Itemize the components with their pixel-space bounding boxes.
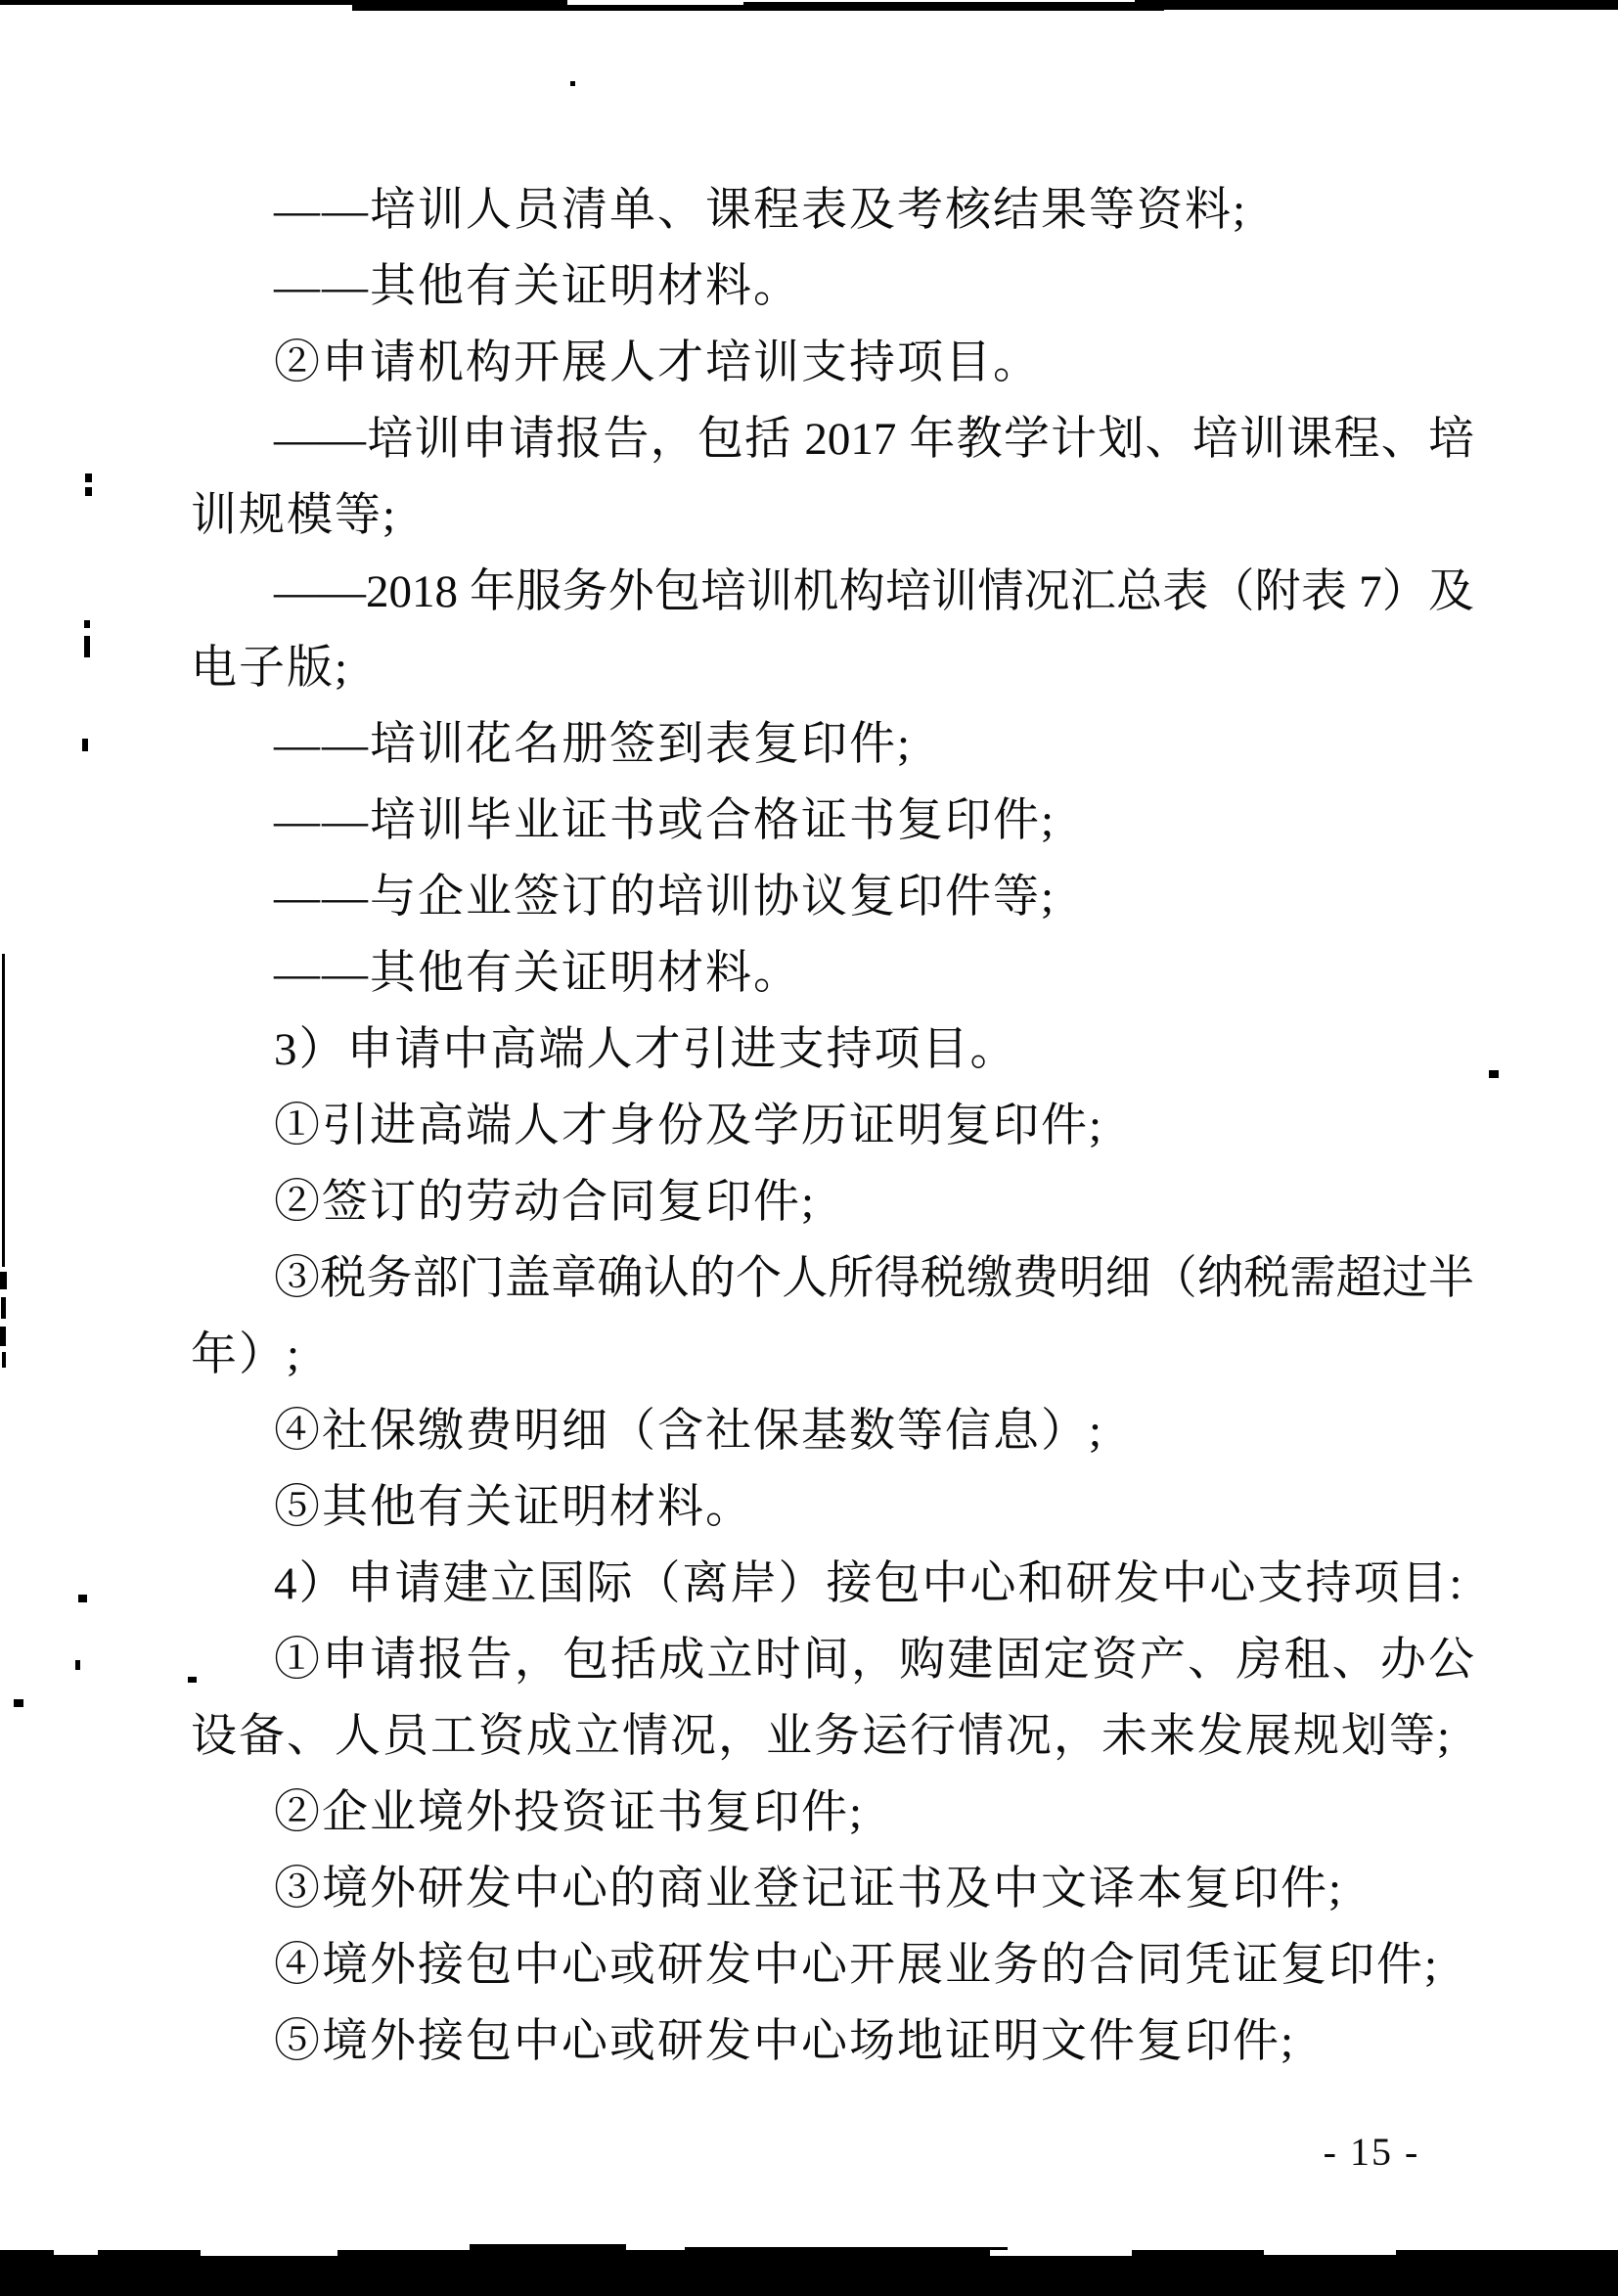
scan-artifact-segment: [352, 5, 773, 11]
text-line: ②签订的劳动合同复印件;: [274, 1177, 817, 1228]
ink-speck: [14, 1699, 23, 1707]
scan-artifact-segment: [0, 1327, 6, 1346]
scan-artifact-segment: [743, 2, 1164, 11]
scan-artifact-segment: [2, 954, 5, 1267]
text-line: ④境外接包中心或研发中心开展业务的合同凭证复印件;: [274, 1940, 1440, 1991]
ink-speck: [85, 487, 92, 496]
text-line: 3）申请中高端人才引进支持项目。: [274, 1024, 1018, 1075]
ink-speck: [84, 620, 90, 628]
text-line: ——2018 年服务外包培训机构培训情况汇总表（附表 7）及: [274, 566, 1474, 617]
scan-artifact-segment: [685, 2247, 1008, 2252]
text-line: ④社保缴费明细（含社保基数等信息）;: [274, 1406, 1104, 1457]
text-line: ①引进高端人才身份及学历证明复印件;: [274, 1101, 1104, 1151]
page-number: - 15 -: [1323, 2130, 1420, 2174]
scan-artifact-notch: [201, 2250, 337, 2256]
text-line: 年）;: [191, 1329, 302, 1380]
scan-artifact-segment: [1, 1297, 6, 1319]
ink-speck: [1489, 1070, 1499, 1078]
scan-artifact-notch: [1264, 2250, 1396, 2255]
ink-speck: [85, 473, 92, 482]
text-line: ——其他有关证明材料。: [274, 948, 801, 999]
text-line: ③税务部门盖章确认的个人所得税缴费明细（纳税需超过半: [274, 1253, 1474, 1304]
text-line: 训规模等;: [191, 490, 398, 541]
scan-artifact-segment: [2, 1352, 6, 1368]
text-line: 设备、人员工资成立情况，业务运行情况，未来发展规划等;: [191, 1711, 1453, 1762]
text-line: ——培训人员清单、课程表及考核结果等资料;: [274, 185, 1248, 236]
scan-artifact-segment: [0, 2250, 1618, 2296]
scan-artifact-segment: [0, 1272, 7, 1289]
ink-speck: [75, 1660, 80, 1670]
ink-speck: [82, 739, 88, 751]
text-line: 4）申请建立国际（离岸）接包中心和研发中心支持项目:: [274, 1558, 1464, 1609]
text-line: ②申请机构开展人才培训支持项目。: [274, 338, 1041, 388]
ink-speck: [84, 636, 90, 657]
ink-speck: [78, 1595, 87, 1602]
scan-artifact-segment: [1135, 0, 1618, 10]
scan-artifact-segment: [470, 2244, 626, 2251]
text-line: ⑤境外接包中心或研发中心场地证明文件复印件;: [274, 2016, 1296, 2067]
text-line: 电子版;: [191, 643, 350, 694]
text-line: ——培训毕业证书或合格证书复印件;: [274, 795, 1056, 846]
text-line: ——与企业签订的培训协议复印件等;: [274, 872, 1056, 923]
text-line: ②企业境外投资证书复印件;: [274, 1787, 865, 1838]
text-line: ——其他有关证明材料。: [274, 261, 801, 312]
text-line: ——培训花名册签到表复印件;: [274, 719, 913, 770]
document-text-block: [191, 172, 1474, 2080]
text-line: ③境外研发中心的商业登记证书及中文译本复印件;: [274, 1864, 1344, 1914]
scan-artifact-notch: [54, 2250, 98, 2255]
ink-speck: [570, 81, 575, 86]
text-line: ⑤其他有关证明材料。: [274, 1482, 753, 1533]
text-line: ①申请报告，包括成立时间，购建固定资产、房租、办公: [274, 1635, 1474, 1686]
text-line: ——培训申请报告，包括 2017 年教学计划、培训课程、培: [274, 414, 1474, 465]
scan-artifact-notch: [990, 2250, 1132, 2256]
